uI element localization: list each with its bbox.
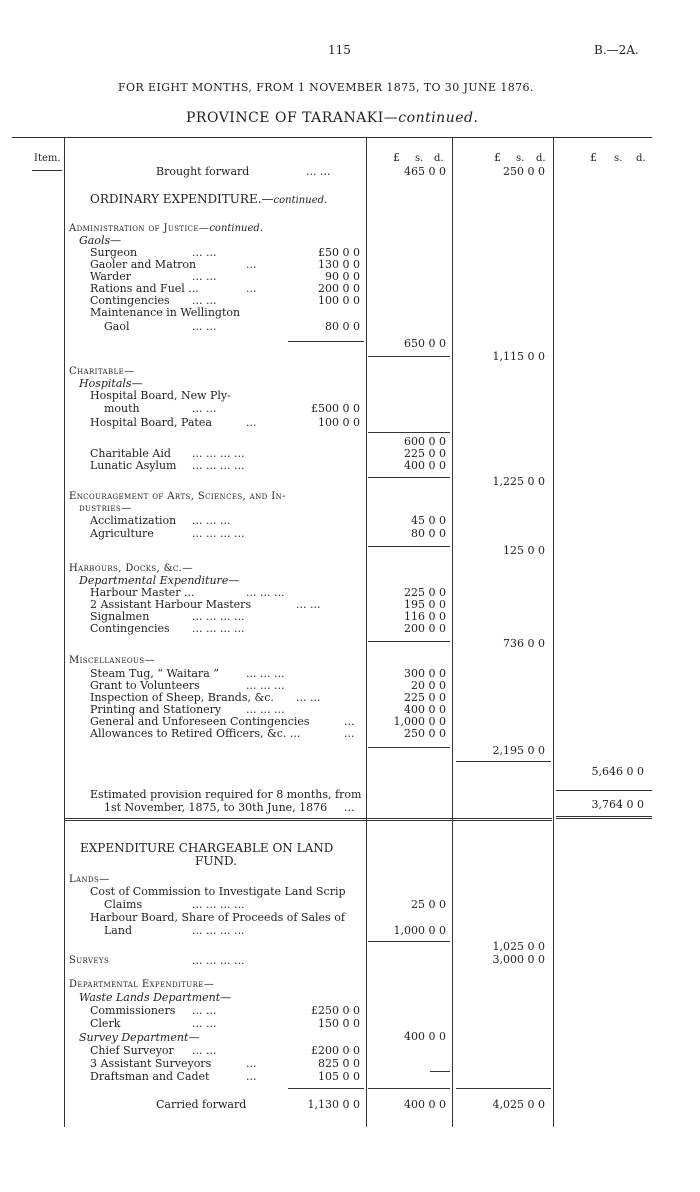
- misc-row-label: Grant to Volunteers: [90, 679, 200, 692]
- waste-lands-subheading: Waste Lands Department—: [79, 991, 232, 1004]
- misc-row-dots: ...: [344, 715, 355, 728]
- charitable-row-label: Lunatic Asylum: [90, 459, 177, 472]
- carried-forward-amount: 1,130 0 0: [307, 1098, 360, 1111]
- col2-rule-right: [553, 137, 554, 1127]
- surveys-dots: ... ... ... ...: [192, 954, 245, 967]
- survey-dept-subheading: Survey Department—: [79, 1031, 200, 1044]
- lands-row-dots: ... ... ... ...: [192, 898, 245, 911]
- ordinary-expenditure-title: ORDINARY EXPENDITURE.—continued.: [90, 192, 328, 206]
- lands-heading: Lands—: [69, 874, 110, 885]
- surveys-label: Surveys: [69, 955, 110, 966]
- lands-row-label-cont: Land: [104, 924, 132, 937]
- carried-forward-col1: 400 0 0: [404, 1098, 446, 1111]
- lands-rule: [368, 941, 450, 942]
- justice-row-dots: ... ...: [192, 320, 217, 333]
- justice-row-label: Warder: [90, 270, 131, 283]
- survey-row-amount: 105 0 0: [318, 1070, 360, 1083]
- justice-row-label: Surgeon: [90, 246, 138, 259]
- misc-row-label: Inspection of Sheep, Brands, &c.: [90, 691, 274, 704]
- estimated-rule-top: [556, 790, 652, 791]
- item-header-rule: [32, 170, 62, 171]
- carried-rule-col1: [368, 1088, 450, 1089]
- brought-forward-col1: 465 0 0: [404, 165, 446, 178]
- justice-row-amount: 100 0 0: [318, 294, 360, 307]
- carried-rule-col2: [456, 1088, 551, 1089]
- hospitals-subheading: Hospitals—: [79, 377, 143, 390]
- province-title: PROVINCE OF TARANAKI—continued.: [186, 110, 479, 126]
- justice-total-col1: 650 0 0: [404, 337, 446, 350]
- misc-row-amount: 1,000 0 0: [393, 715, 446, 728]
- lands-row-label: Harbour Board, Share of Proceeds of Sales of: [90, 911, 345, 924]
- harbours-row-dots: ... ... ...: [246, 586, 285, 599]
- justice-row-amount: 130 0 0: [318, 258, 360, 271]
- hospital-np-dots: ... ...: [192, 402, 217, 415]
- survey-row-dots: ...: [246, 1070, 257, 1083]
- item-column-rule: [64, 137, 65, 1127]
- justice-row-amount: £50 0 0: [318, 246, 360, 259]
- surveys-amount: 3,000 0 0: [492, 953, 545, 966]
- misc-row-amount: 20 0 0: [411, 679, 446, 692]
- lands-row-amount: 1,000 0 0: [393, 924, 446, 937]
- survey-short-rule: [430, 1071, 450, 1072]
- land-fund-title: EXPENDITURE CHARGEABLE ON LAND: [80, 841, 334, 855]
- justice-row-amount: 80 0 0: [325, 320, 360, 333]
- hospital-np-label: Hospital Board, New Ply-: [90, 389, 231, 402]
- waste-row-dots: ... ...: [192, 1017, 217, 1030]
- justice-row-dots: ...: [246, 258, 257, 271]
- justice-col1-rule: [368, 356, 450, 357]
- misc-row-label: Allowances to Retired Officers, &c. ...: [90, 727, 301, 740]
- misc-row-label: Steam Tug, “ Waitara ”: [90, 667, 219, 680]
- land-fund-title-cont: FUND.: [195, 854, 237, 868]
- charitable-row-amount: 225 0 0: [404, 447, 446, 460]
- harbours-total-col2: 736 0 0: [503, 637, 545, 650]
- justice-row-label: Rations and Fuel ...: [90, 282, 199, 295]
- encouragement-row-label: Acclimatization: [90, 514, 177, 527]
- carried-rule-left: [288, 1088, 364, 1089]
- estimated-label-cont: 1st November, 1875, to 30th June, 1876: [104, 801, 328, 814]
- harbours-row-amount: 225 0 0: [404, 586, 446, 599]
- encouragement-row-label: Agriculture: [90, 527, 154, 540]
- misc-row-label: Printing and Stationery: [90, 703, 222, 716]
- harbours-row-dots: ... ... ... ...: [192, 610, 245, 623]
- harbours-row-label: Signalmen: [90, 610, 150, 623]
- survey-row-label: Chief Surveyor: [90, 1044, 174, 1057]
- hospital-patea-amount: 100 0 0: [318, 416, 360, 429]
- col1-rule-left: [366, 137, 367, 1127]
- misc-heading: Miscellaneous—: [69, 655, 155, 666]
- waste-lands-total: 400 0 0: [404, 1030, 446, 1043]
- encouragement-heading-cont: dustries—: [79, 503, 132, 514]
- waste-row-label: Clerk: [90, 1017, 121, 1030]
- harbours-rule: [368, 641, 450, 642]
- brought-forward-col2: 250 0 0: [503, 165, 545, 178]
- survey-row-dots: ... ...: [192, 1044, 217, 1057]
- estimated-double-rule: [556, 816, 652, 819]
- misc-row-dots: ... ...: [296, 691, 321, 704]
- justice-row-dots: ... ...: [192, 246, 217, 259]
- col1-pound: £: [393, 151, 400, 164]
- survey-row-amount: £200 0 0: [311, 1044, 360, 1057]
- harbours-row-label: Harbour Master ...: [90, 586, 195, 599]
- lands-row-label: Cost of Commission to Investigate Land Scrip: [90, 885, 346, 898]
- col3-shilling: s.: [614, 153, 623, 164]
- charitable-rule: [368, 477, 450, 478]
- carried-forward-label: Carried forward: [156, 1098, 247, 1111]
- estimated-label: Estimated provision required for 8 months, from: [90, 788, 362, 801]
- justice-row-dots: ...: [246, 282, 257, 295]
- col2-shilling: s.: [516, 153, 525, 164]
- encouragement-total-col2: 125 0 0: [503, 544, 545, 557]
- charitable-row-amount: 400 0 0: [404, 459, 446, 472]
- charitable-row-dots: ... ... ... ...: [192, 447, 245, 460]
- harbours-row-amount: 116 0 0: [404, 610, 446, 623]
- misc-row-amount: 400 0 0: [404, 703, 446, 716]
- col1-rule-right: [452, 137, 453, 1127]
- waste-row-amount: 150 0 0: [318, 1017, 360, 1030]
- harbours-row-amount: 200 0 0: [404, 622, 446, 635]
- misc-row-amount: 300 0 0: [404, 667, 446, 680]
- encouragement-row-dots: ... ... ...: [192, 514, 231, 527]
- misc-row-dots: ... ... ...: [246, 679, 285, 692]
- encouragement-rule: [368, 546, 450, 547]
- top-rule: [12, 137, 652, 138]
- estimated-dots: ...: [344, 801, 355, 814]
- justice-subtotal-rule: [288, 341, 364, 342]
- waste-row-dots: ... ...: [192, 1004, 217, 1017]
- misc-total-col2: 2,195 0 0: [492, 744, 545, 757]
- hospital-patea-dots: ...: [246, 416, 257, 429]
- lands-total: 1,025 0 0: [492, 940, 545, 953]
- grand-total: 5,646 0 0: [591, 765, 644, 778]
- encouragement-heading: Encouragement of Arts, Sciences, and In-: [69, 491, 286, 502]
- harbours-row-amount: 195 0 0: [404, 598, 446, 611]
- justice-row-amount: 90 0 0: [325, 270, 360, 283]
- justice-row-dots: ... ...: [192, 294, 217, 307]
- section-double-rule: [64, 818, 552, 821]
- lands-row-amount: 25 0 0: [411, 898, 446, 911]
- justice-row-label: Contingencies: [90, 294, 170, 307]
- hospital-np-amount: £500 0 0: [311, 402, 360, 415]
- col3-pence: d.: [636, 153, 646, 164]
- waste-row-label: Commissioners: [90, 1004, 176, 1017]
- misc-row-label: General and Unforeseen Contingencies: [90, 715, 310, 728]
- harbours-row-label: Contingencies: [90, 622, 170, 635]
- misc-row-dots: ... ... ...: [246, 667, 285, 680]
- hospital-patea-label: Hospital Board, Patea: [90, 416, 212, 429]
- justice-row-label: Gaol: [104, 320, 130, 333]
- justice-row-dots: ... ...: [192, 270, 217, 283]
- misc-row-amount: 250 0 0: [404, 727, 446, 740]
- survey-row-label: 3 Assistant Surveyors: [90, 1057, 212, 1070]
- justice-row-label: Maintenance in Wellington: [90, 306, 241, 319]
- col3-pound: £: [590, 151, 597, 164]
- hospitals-rule: [368, 432, 450, 433]
- period-heading: FOR EIGHT MONTHS, FROM 1 NOVEMBER 1875, TO 30 JUNE 1876.: [118, 81, 534, 94]
- brought-forward-label: Brought forward: [156, 165, 250, 178]
- charitable-heading: Charitable—: [69, 366, 135, 377]
- misc-rule: [368, 747, 450, 748]
- document-reference: B.—2A.: [594, 43, 639, 57]
- charitable-row-label: Charitable Aid: [90, 447, 171, 460]
- misc-row-dots: ... ... ...: [246, 703, 285, 716]
- col2-pound: £: [494, 151, 501, 164]
- encouragement-row-dots: ... ... ... ...: [192, 527, 245, 540]
- survey-row-dots: ...: [246, 1057, 257, 1070]
- harbours-row-label: 2 Assistant Harbour Masters: [90, 598, 252, 611]
- misc-row-dots: ...: [344, 727, 355, 740]
- justice-heading: Administration of Justice—continued.: [69, 223, 263, 234]
- charitable-row-dots: ... ... ... ...: [192, 459, 245, 472]
- charitable-total-col2: 1,225 0 0: [492, 475, 545, 488]
- harbours-heading: Harbours, Docks, &c.—: [69, 563, 193, 574]
- col1-shilling: s.: [415, 153, 424, 164]
- lands-row-dots: ... ... ... ...: [192, 924, 245, 937]
- dept-heading: Departmental Expenditure—: [69, 979, 215, 990]
- hospitals-sum: 600 0 0: [404, 435, 446, 448]
- gaols-subheading: Gaols—: [79, 234, 122, 247]
- justice-row-label: Gaoler and Matron: [90, 258, 197, 271]
- col1-pence: d.: [434, 153, 444, 164]
- misc-row-amount: 225 0 0: [404, 691, 446, 704]
- harbours-row-dots: ... ... ... ...: [192, 622, 245, 635]
- waste-row-amount: £250 0 0: [311, 1004, 360, 1017]
- justice-total-col2: 1,115 0 0: [492, 350, 545, 363]
- survey-row-label: Draftsman and Cadet: [90, 1070, 210, 1083]
- estimated-amount: 3,764 0 0: [591, 798, 644, 811]
- justice-row-amount: 200 0 0: [318, 282, 360, 295]
- brought-forward-dots: ... ...: [306, 165, 331, 178]
- page-number: 115: [328, 43, 351, 57]
- hospital-np-label-cont: mouth: [104, 402, 140, 415]
- harbours-row-dots: ... ...: [296, 598, 321, 611]
- lands-row-label-cont: Claims: [104, 898, 143, 911]
- item-header: Item.: [34, 153, 61, 164]
- col2-pence: d.: [536, 153, 546, 164]
- encouragement-row-amount: 80 0 0: [411, 527, 446, 540]
- survey-row-amount: 825 0 0: [318, 1057, 360, 1070]
- col2-total-rule: [456, 761, 551, 762]
- encouragement-row-amount: 45 0 0: [411, 514, 446, 527]
- carried-forward-col2: 4,025 0 0: [492, 1098, 545, 1111]
- harbours-subheading: Departmental Expenditure—: [79, 574, 240, 587]
